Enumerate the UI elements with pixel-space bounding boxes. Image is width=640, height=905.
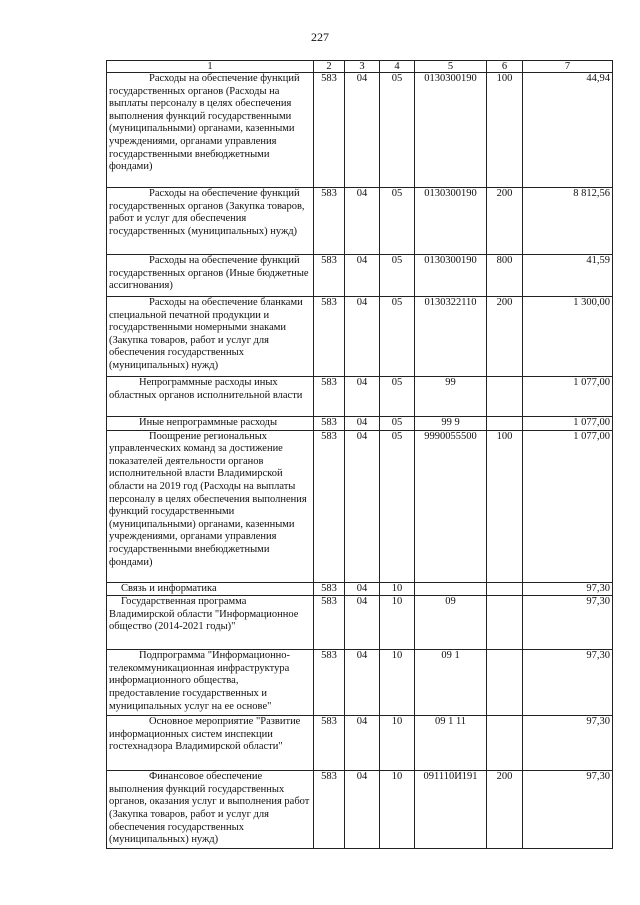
row-name: Связь и информатика	[107, 582, 314, 596]
row-name: Расходы на обеспечение бланками специальной печатной продукции и государственными номерными знаками (Закупка товаров, работ и услуг для обеспечения государственных (муниципальных) нужд)	[107, 297, 314, 377]
table-row	[107, 417, 613, 431]
row-target: 09	[415, 596, 487, 650]
row-type: 100	[487, 430, 523, 582]
row-code: 583	[314, 377, 345, 417]
header-col-6: 6	[487, 61, 523, 73]
row-section: 04	[345, 417, 380, 431]
row-target: 0130300190	[415, 188, 487, 255]
table-row	[107, 377, 613, 417]
row-subsection: 05	[380, 255, 415, 297]
row-section: 04	[345, 255, 380, 297]
row-code: 583	[314, 650, 345, 716]
row-name: Государственная программа Владимирской области "Информационное общество (2014-2021 годы)"	[107, 596, 314, 650]
row-name: Расходы на обеспечение функций государственных органов (Закупка товаров, работ и услуг для обеспечения государственных (муниципальных) нужд)	[107, 188, 314, 255]
table-row	[107, 430, 613, 582]
row-subsection: 05	[380, 297, 415, 377]
row-amount: 97,30	[523, 650, 613, 716]
table-row	[107, 255, 613, 297]
row-target: 091110И191	[415, 771, 487, 849]
header-col-3: 3	[345, 61, 380, 73]
row-target: 09 1 11	[415, 716, 487, 771]
table-row	[107, 188, 613, 255]
row-code: 583	[314, 417, 345, 431]
row-amount: 97,30	[523, 582, 613, 596]
row-amount: 41,59	[523, 255, 613, 297]
header-col-1: 1	[107, 61, 314, 73]
table-row	[107, 297, 613, 377]
table-row	[107, 596, 613, 650]
row-code: 583	[314, 582, 345, 596]
row-type: 200	[487, 188, 523, 255]
row-subsection: 10	[380, 582, 415, 596]
row-target: 99 9	[415, 417, 487, 431]
row-section: 04	[345, 716, 380, 771]
row-code: 583	[314, 73, 345, 188]
row-target: 0130322110	[415, 297, 487, 377]
row-subsection: 10	[380, 596, 415, 650]
row-amount: 8 812,56	[523, 188, 613, 255]
row-section: 04	[345, 596, 380, 650]
header-col-2: 2	[314, 61, 345, 73]
row-amount: 97,30	[523, 716, 613, 771]
row-amount: 1 077,00	[523, 377, 613, 417]
row-subsection: 05	[380, 73, 415, 188]
row-type	[487, 582, 523, 596]
row-name: Основное мероприятие "Развитие информационных систем инспекции гостехнадзора Владимирской области"	[107, 716, 314, 771]
row-amount: 1 077,00	[523, 417, 613, 431]
row-name: Непрограммные расходы иных областных органов исполнительной власти	[107, 377, 314, 417]
row-amount: 97,30	[523, 771, 613, 849]
row-target	[415, 582, 487, 596]
row-code: 583	[314, 297, 345, 377]
row-subsection: 10	[380, 716, 415, 771]
row-section: 04	[345, 582, 380, 596]
row-type	[487, 417, 523, 431]
table-row	[107, 716, 613, 771]
row-section: 04	[345, 377, 380, 417]
row-amount: 1 300,00	[523, 297, 613, 377]
row-subsection: 05	[380, 377, 415, 417]
row-section: 04	[345, 650, 380, 716]
row-amount: 44,94	[523, 73, 613, 188]
header-col-4: 4	[380, 61, 415, 73]
row-type: 100	[487, 73, 523, 188]
row-name: Расходы на обеспечение функций государственных органов (Иные бюджетные ассигнования)	[107, 255, 314, 297]
row-code: 583	[314, 255, 345, 297]
row-target: 9990055500	[415, 430, 487, 582]
table-row	[107, 73, 613, 188]
header-col-7: 7	[523, 61, 613, 73]
row-subsection: 05	[380, 417, 415, 431]
row-target: 99	[415, 377, 487, 417]
row-code: 583	[314, 430, 345, 582]
row-subsection: 10	[380, 650, 415, 716]
row-subsection: 05	[380, 430, 415, 582]
row-code: 583	[314, 596, 345, 650]
row-type	[487, 650, 523, 716]
row-code: 583	[314, 716, 345, 771]
row-target: 09 1	[415, 650, 487, 716]
row-section: 04	[345, 771, 380, 849]
row-type: 800	[487, 255, 523, 297]
row-name: Поощрение региональных управленческих команд за достижение показателей деятельности органов исполнительной власти Владимирской области на 2019 год (Расходы на выплаты персоналу в целях обеспечения выполнения функций государственными (муниципальными) органами, казенными учреждениями, органами управления государственными внебюджетными фондами)	[107, 430, 314, 582]
row-subsection: 10	[380, 771, 415, 849]
row-target: 0130300190	[415, 73, 487, 188]
row-type: 200	[487, 771, 523, 849]
table-header-row	[107, 61, 613, 73]
row-subsection: 05	[380, 188, 415, 255]
table-row	[107, 582, 613, 596]
header-col-5: 5	[415, 61, 487, 73]
row-amount: 97,30	[523, 596, 613, 650]
row-name: Подпрограмма "Информационно-телекоммуникационная инфраструктура информационного общества, предоставление государственных и муниципальных услуг на ее основе"	[107, 650, 314, 716]
row-section: 04	[345, 73, 380, 188]
row-section: 04	[345, 188, 380, 255]
budget-table	[106, 60, 613, 849]
row-code: 583	[314, 188, 345, 255]
row-type	[487, 596, 523, 650]
row-type	[487, 716, 523, 771]
row-name: Иные непрограммные расходы	[107, 417, 314, 431]
row-name: Расходы на обеспечение функций государственных органов (Расходы на выплаты персоналу в целях обеспечения выполнения функций государственными (муниципальными) органами, казенными учреждениями, органами управления государственными внебюджетными фондами)	[107, 73, 314, 188]
row-amount: 1 077,00	[523, 430, 613, 582]
row-name: Финансовое обеспечение выполнения функций государственных органов, оказания услуг и выполнения работ (Закупка товаров, работ и услуг для обеспечения государственных (муниципальных) нужд)	[107, 771, 314, 849]
row-section: 04	[345, 297, 380, 377]
row-target: 0130300190	[415, 255, 487, 297]
page-number: 227	[311, 30, 329, 44]
table-row	[107, 650, 613, 716]
row-section: 04	[345, 430, 380, 582]
row-type	[487, 377, 523, 417]
table-row	[107, 771, 613, 849]
row-type: 200	[487, 297, 523, 377]
row-code: 583	[314, 771, 345, 849]
